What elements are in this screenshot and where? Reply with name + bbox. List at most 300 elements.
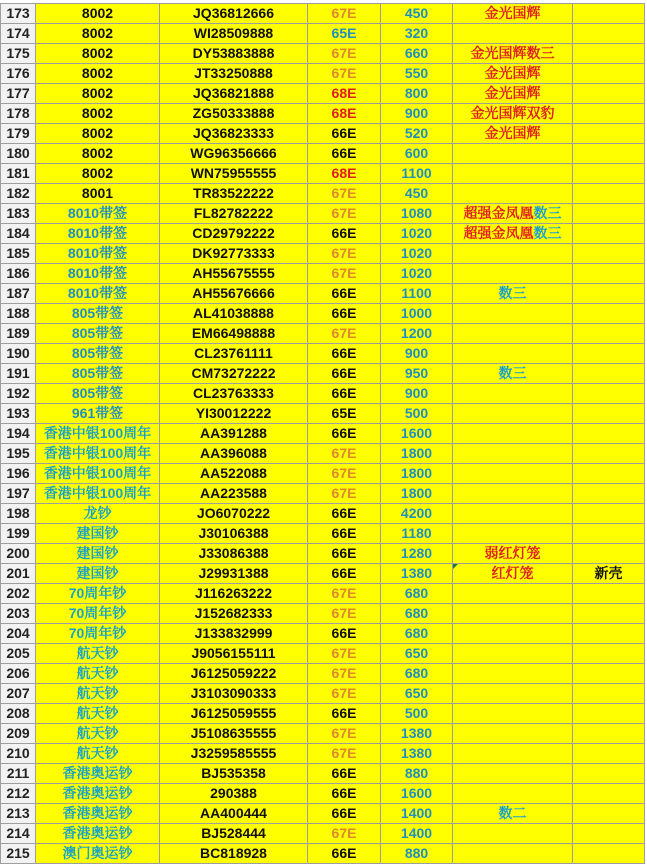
note-cell[interactable] [453,624,573,644]
grade-cell[interactable]: 66E [308,624,381,644]
extra-cell[interactable] [573,724,645,744]
grade-cell[interactable]: 67E [308,724,381,744]
grade-cell[interactable]: 66E [308,364,381,384]
grade-cell[interactable]: 66E [308,804,381,824]
series-cell[interactable]: 8010带签 [36,224,160,244]
grade-cell[interactable]: 68E [308,104,381,124]
extra-cell[interactable] [573,64,645,84]
series-cell[interactable]: 香港中银100周年 [36,484,160,504]
serial-code-cell[interactable]: J30106388 [160,524,308,544]
serial-code-cell[interactable]: JQ36812666 [160,4,308,24]
serial-code-cell[interactable]: EM66498888 [160,324,308,344]
series-cell[interactable]: 香港奥运钞 [36,804,160,824]
extra-cell[interactable] [573,784,645,804]
row-number[interactable]: 214 [1,824,36,844]
serial-code-cell[interactable]: WI28509888 [160,24,308,44]
serial-code-cell[interactable]: BJ528444 [160,824,308,844]
note-cell[interactable] [453,824,573,844]
serial-code-cell[interactable]: TR83522222 [160,184,308,204]
series-cell[interactable]: 香港奥运钞 [36,764,160,784]
row-number[interactable]: 199 [1,524,36,544]
grade-cell[interactable]: 66E [308,224,381,244]
note-cell[interactable] [453,564,573,584]
serial-code-cell[interactable]: WG96356666 [160,144,308,164]
price-cell[interactable]: 500 [381,404,453,424]
note-cell[interactable] [453,384,573,404]
series-cell[interactable]: 建国钞 [36,564,160,584]
row-number[interactable]: 193 [1,404,36,424]
grade-cell[interactable]: 67E [308,184,381,204]
price-cell[interactable]: 450 [381,4,453,24]
grade-cell[interactable]: 67E [308,244,381,264]
grade-cell[interactable]: 66E [308,524,381,544]
serial-code-cell[interactable]: YI30012222 [160,404,308,424]
price-cell[interactable]: 1380 [381,744,453,764]
row-number[interactable]: 191 [1,364,36,384]
price-cell[interactable]: 1000 [381,304,453,324]
row-number[interactable]: 186 [1,264,36,284]
note-cell[interactable] [453,204,573,224]
price-cell[interactable]: 1080 [381,204,453,224]
row-number[interactable]: 206 [1,664,36,684]
price-cell[interactable]: 1800 [381,464,453,484]
row-number[interactable]: 211 [1,764,36,784]
price-cell[interactable]: 1020 [381,244,453,264]
note-cell[interactable] [453,844,573,864]
grade-cell[interactable]: 67E [308,484,381,504]
grade-cell[interactable]: 68E [308,84,381,104]
row-number[interactable]: 203 [1,604,36,624]
grade-cell[interactable]: 66E [308,784,381,804]
serial-code-cell[interactable]: J5108635555 [160,724,308,744]
grade-cell[interactable]: 66E [308,304,381,324]
price-cell[interactable]: 880 [381,764,453,784]
serial-code-cell[interactable]: BC818928 [160,844,308,864]
grade-cell[interactable]: 67E [308,44,381,64]
row-number[interactable]: 192 [1,384,36,404]
extra-cell[interactable] [573,344,645,364]
series-cell[interactable]: 8002 [36,144,160,164]
grade-cell[interactable]: 67E [308,204,381,224]
price-cell[interactable]: 950 [381,364,453,384]
serial-code-cell[interactable]: AH55676666 [160,284,308,304]
price-cell[interactable]: 1600 [381,784,453,804]
note-cell[interactable] [453,244,573,264]
series-cell[interactable]: 8002 [36,104,160,124]
price-cell[interactable]: 680 [381,624,453,644]
extra-cell[interactable] [573,584,645,604]
series-cell[interactable]: 8010带签 [36,204,160,224]
extra-cell[interactable] [573,504,645,524]
extra-cell[interactable] [573,684,645,704]
note-cell[interactable] [453,24,573,44]
price-cell[interactable]: 1180 [381,524,453,544]
note-cell[interactable] [453,84,573,104]
price-cell[interactable]: 600 [381,144,453,164]
extra-cell[interactable] [573,84,645,104]
extra-cell[interactable] [573,464,645,484]
note-cell[interactable] [453,104,573,124]
grade-cell[interactable]: 66E [308,144,381,164]
serial-code-cell[interactable]: WN75955555 [160,164,308,184]
price-cell[interactable]: 880 [381,844,453,864]
note-cell[interactable] [453,44,573,64]
row-number[interactable]: 175 [1,44,36,64]
extra-cell[interactable] [573,364,645,384]
grade-cell[interactable]: 66E [308,424,381,444]
grade-cell[interactable]: 66E [308,844,381,864]
grade-cell[interactable]: 67E [308,824,381,844]
series-cell[interactable]: 建国钞 [36,544,160,564]
serial-code-cell[interactable]: J152682333 [160,604,308,624]
serial-code-cell[interactable]: DY53883888 [160,44,308,64]
row-number[interactable]: 200 [1,544,36,564]
price-cell[interactable]: 900 [381,384,453,404]
note-cell[interactable] [453,284,573,304]
note-cell[interactable] [453,144,573,164]
row-number[interactable]: 176 [1,64,36,84]
serial-code-cell[interactable]: J33086388 [160,544,308,564]
extra-cell[interactable] [573,644,645,664]
series-cell[interactable]: 8001 [36,184,160,204]
series-cell[interactable]: 航天钞 [36,744,160,764]
extra-cell[interactable] [573,4,645,24]
grade-cell[interactable]: 67E [308,324,381,344]
grade-cell[interactable]: 66E [308,544,381,564]
grade-cell[interactable]: 67E [308,4,381,24]
row-number[interactable]: 209 [1,724,36,744]
note-cell[interactable] [453,604,573,624]
extra-cell[interactable] [573,664,645,684]
grade-cell[interactable]: 67E [308,264,381,284]
price-cell[interactable]: 450 [381,184,453,204]
price-cell[interactable]: 1020 [381,224,453,244]
extra-cell[interactable] [573,524,645,544]
serial-code-cell[interactable]: AL41038888 [160,304,308,324]
series-cell[interactable]: 805带签 [36,364,160,384]
serial-code-cell[interactable]: BJ535358 [160,764,308,784]
note-cell[interactable] [453,664,573,684]
grade-cell[interactable]: 66E [308,344,381,364]
price-cell[interactable]: 4200 [381,504,453,524]
serial-code-cell[interactable]: AA522088 [160,464,308,484]
note-cell[interactable] [453,424,573,444]
row-number[interactable]: 180 [1,144,36,164]
note-cell[interactable] [453,4,573,24]
price-cell[interactable]: 1600 [381,424,453,444]
note-cell[interactable] [453,164,573,184]
series-cell[interactable]: 香港中银100周年 [36,464,160,484]
row-number[interactable]: 198 [1,504,36,524]
serial-code-cell[interactable]: J9056155111 [160,644,308,664]
row-number[interactable]: 187 [1,284,36,304]
extra-cell[interactable] [573,184,645,204]
series-cell[interactable]: 805带签 [36,304,160,324]
extra-cell[interactable] [573,604,645,624]
row-number[interactable]: 182 [1,184,36,204]
row-number[interactable]: 213 [1,804,36,824]
series-cell[interactable]: 8010带签 [36,264,160,284]
series-cell[interactable]: 龙钞 [36,504,160,524]
extra-cell[interactable] [573,384,645,404]
price-cell[interactable]: 1100 [381,284,453,304]
row-number[interactable]: 197 [1,484,36,504]
series-cell[interactable]: 8002 [36,4,160,24]
grade-cell[interactable]: 66E [308,284,381,304]
extra-cell[interactable] [573,804,645,824]
note-cell[interactable] [453,544,573,564]
row-number[interactable]: 173 [1,4,36,24]
extra-cell[interactable] [573,144,645,164]
note-cell[interactable] [453,224,573,244]
note-cell[interactable] [453,444,573,464]
series-cell[interactable]: 8002 [36,44,160,64]
price-cell[interactable]: 650 [381,644,453,664]
serial-code-cell[interactable]: 290388 [160,784,308,804]
grade-cell[interactable]: 67E [308,684,381,704]
note-cell[interactable] [453,704,573,724]
serial-code-cell[interactable]: FL82782222 [160,204,308,224]
grade-cell[interactable]: 66E [308,564,381,584]
extra-cell[interactable] [573,124,645,144]
series-cell[interactable]: 8002 [36,64,160,84]
note-cell[interactable] [453,644,573,664]
note-cell[interactable] [453,784,573,804]
series-cell[interactable]: 航天钞 [36,644,160,664]
price-cell[interactable]: 1400 [381,824,453,844]
serial-code-cell[interactable]: AA223588 [160,484,308,504]
note-cell[interactable] [453,524,573,544]
price-cell[interactable]: 1800 [381,444,453,464]
note-cell[interactable] [453,184,573,204]
extra-cell[interactable] [573,164,645,184]
extra-cell[interactable] [573,264,645,284]
series-cell[interactable]: 航天钞 [36,704,160,724]
serial-code-cell[interactable]: J116263222 [160,584,308,604]
price-cell[interactable]: 550 [381,64,453,84]
grade-cell[interactable]: 65E [308,24,381,44]
row-number[interactable]: 189 [1,324,36,344]
grade-cell[interactable]: 67E [308,744,381,764]
price-cell[interactable]: 1380 [381,564,453,584]
price-cell[interactable]: 1380 [381,724,453,744]
extra-cell[interactable] [573,204,645,224]
grade-cell[interactable]: 67E [308,664,381,684]
serial-code-cell[interactable]: CL23763333 [160,384,308,404]
serial-code-cell[interactable]: CL23761111 [160,344,308,364]
extra-cell[interactable] [573,544,645,564]
row-number[interactable]: 184 [1,224,36,244]
note-cell[interactable] [453,584,573,604]
serial-code-cell[interactable]: J6125059222 [160,664,308,684]
serial-code-cell[interactable]: JQ36821888 [160,84,308,104]
grade-cell[interactable]: 65E [308,404,381,424]
serial-code-cell[interactable]: J29931388 [160,564,308,584]
serial-code-cell[interactable]: AH55675555 [160,264,308,284]
serial-code-cell[interactable]: J133832999 [160,624,308,644]
price-cell[interactable]: 900 [381,344,453,364]
grade-cell[interactable]: 66E [308,704,381,724]
extra-cell[interactable] [573,24,645,44]
series-cell[interactable]: 香港奥运钞 [36,784,160,804]
series-cell[interactable]: 961带签 [36,404,160,424]
price-cell[interactable]: 1100 [381,164,453,184]
row-number[interactable]: 202 [1,584,36,604]
extra-cell[interactable]: 新壳 [573,564,645,584]
serial-code-cell[interactable]: AA396088 [160,444,308,464]
series-cell[interactable]: 航天钞 [36,684,160,704]
row-number[interactable]: 201 [1,564,36,584]
grade-cell[interactable]: 67E [308,604,381,624]
row-number[interactable]: 174 [1,24,36,44]
note-cell[interactable] [453,724,573,744]
series-cell[interactable]: 70周年钞 [36,584,160,604]
price-cell[interactable]: 650 [381,684,453,704]
row-number[interactable]: 215 [1,844,36,864]
price-cell[interactable]: 900 [381,104,453,124]
row-number[interactable]: 177 [1,84,36,104]
row-number[interactable]: 210 [1,744,36,764]
extra-cell[interactable] [573,444,645,464]
note-cell[interactable] [453,304,573,324]
series-cell[interactable]: 805带签 [36,344,160,364]
series-cell[interactable]: 70周年钞 [36,624,160,644]
row-number[interactable]: 185 [1,244,36,264]
grade-cell[interactable]: 66E [308,384,381,404]
serial-code-cell[interactable]: ZG50333888 [160,104,308,124]
grade-cell[interactable]: 67E [308,464,381,484]
grade-cell[interactable]: 66E [308,764,381,784]
row-number[interactable]: 179 [1,124,36,144]
extra-cell[interactable] [573,704,645,724]
row-number[interactable]: 181 [1,164,36,184]
extra-cell[interactable] [573,244,645,264]
series-cell[interactable]: 香港中银100周年 [36,424,160,444]
note-cell[interactable] [453,344,573,364]
series-cell[interactable]: 8002 [36,24,160,44]
price-cell[interactable]: 680 [381,604,453,624]
row-number[interactable]: 205 [1,644,36,664]
price-cell[interactable]: 1020 [381,264,453,284]
row-number[interactable]: 204 [1,624,36,644]
row-number[interactable]: 195 [1,444,36,464]
price-cell[interactable]: 1200 [381,324,453,344]
price-cell[interactable]: 520 [381,124,453,144]
serial-code-cell[interactable]: AA391288 [160,424,308,444]
extra-cell[interactable] [573,224,645,244]
row-number[interactable]: 208 [1,704,36,724]
serial-code-cell[interactable]: J3103090333 [160,684,308,704]
series-cell[interactable]: 8010带签 [36,244,160,264]
note-cell[interactable] [453,484,573,504]
grade-cell[interactable]: 67E [308,64,381,84]
note-cell[interactable] [453,464,573,484]
series-cell[interactable]: 航天钞 [36,664,160,684]
extra-cell[interactable] [573,324,645,344]
series-cell[interactable]: 8010带签 [36,284,160,304]
extra-cell[interactable] [573,484,645,504]
series-cell[interactable]: 8002 [36,124,160,144]
note-cell[interactable] [453,124,573,144]
grade-cell[interactable]: 67E [308,644,381,664]
row-number[interactable]: 196 [1,464,36,484]
extra-cell[interactable] [573,404,645,424]
series-cell[interactable]: 香港奥运钞 [36,824,160,844]
note-cell[interactable] [453,64,573,84]
extra-cell[interactable] [573,624,645,644]
serial-code-cell[interactable]: JO6070222 [160,504,308,524]
price-cell[interactable]: 800 [381,84,453,104]
note-cell[interactable] [453,404,573,424]
note-cell[interactable] [453,684,573,704]
extra-cell[interactable] [573,764,645,784]
serial-code-cell[interactable]: JT33250888 [160,64,308,84]
note-cell[interactable] [453,264,573,284]
extra-cell[interactable] [573,304,645,324]
price-cell[interactable]: 1400 [381,804,453,824]
price-cell[interactable]: 320 [381,24,453,44]
grade-cell[interactable]: 68E [308,164,381,184]
serial-code-cell[interactable]: DK92773333 [160,244,308,264]
series-cell[interactable]: 澳门奥运钞 [36,844,160,864]
row-number[interactable]: 178 [1,104,36,124]
price-cell[interactable]: 1280 [381,544,453,564]
note-cell[interactable] [453,504,573,524]
series-cell[interactable]: 8002 [36,84,160,104]
series-cell[interactable]: 建国钞 [36,524,160,544]
extra-cell[interactable] [573,424,645,444]
grade-cell[interactable]: 67E [308,444,381,464]
extra-cell[interactable] [573,104,645,124]
row-number[interactable]: 190 [1,344,36,364]
series-cell[interactable]: 香港中银100周年 [36,444,160,464]
series-cell[interactable]: 70周年钞 [36,604,160,624]
serial-code-cell[interactable]: J6125059555 [160,704,308,724]
serial-code-cell[interactable]: CM73272222 [160,364,308,384]
note-cell[interactable] [453,324,573,344]
series-cell[interactable]: 805带签 [36,324,160,344]
serial-code-cell[interactable]: J3259585555 [160,744,308,764]
price-cell[interactable]: 680 [381,664,453,684]
row-number[interactable]: 188 [1,304,36,324]
row-number[interactable]: 194 [1,424,36,444]
extra-cell[interactable] [573,284,645,304]
price-cell[interactable]: 680 [381,584,453,604]
price-cell[interactable]: 660 [381,44,453,64]
note-cell[interactable] [453,744,573,764]
serial-code-cell[interactable]: JQ36823333 [160,124,308,144]
row-number[interactable]: 183 [1,204,36,224]
grade-cell[interactable]: 66E [308,504,381,524]
serial-code-cell[interactable]: CD29792222 [160,224,308,244]
note-cell[interactable] [453,364,573,384]
row-number[interactable]: 207 [1,684,36,704]
note-cell[interactable] [453,764,573,784]
grade-cell[interactable]: 67E [308,584,381,604]
extra-cell[interactable] [573,824,645,844]
extra-cell[interactable] [573,844,645,864]
row-number[interactable]: 212 [1,784,36,804]
serial-code-cell[interactable]: AA400444 [160,804,308,824]
price-cell[interactable]: 500 [381,704,453,724]
note-cell[interactable] [453,804,573,824]
series-cell[interactable]: 805带签 [36,384,160,404]
series-cell[interactable]: 航天钞 [36,724,160,744]
extra-cell[interactable] [573,744,645,764]
series-cell[interactable]: 8002 [36,164,160,184]
grade-cell[interactable]: 66E [308,124,381,144]
extra-cell[interactable] [573,44,645,64]
